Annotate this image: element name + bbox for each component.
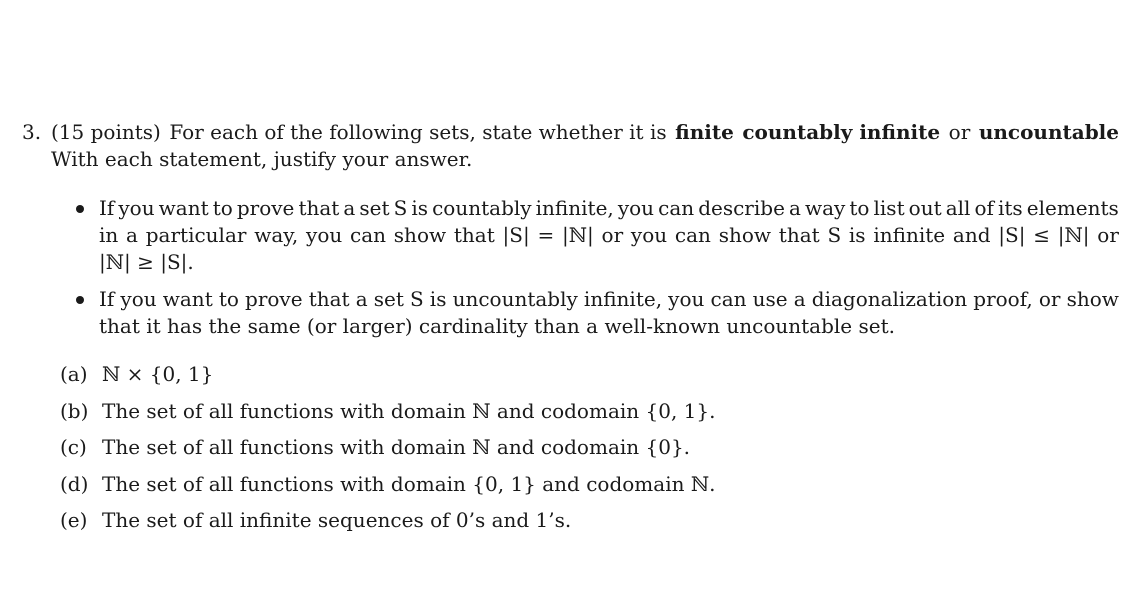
subpart-label: (a) (60, 362, 88, 386)
hint-text (99, 195, 1119, 276)
subpart-label: (c) (60, 435, 87, 459)
category-finite: finite (675, 120, 734, 144)
problem-statement-line-2: With each statement, justify your answer. (51, 147, 473, 171)
hint-line: |ℕ| ≥ |S|. (99, 250, 194, 274)
category-uncountable: uncountable (978, 120, 1119, 144)
problem-number: 3. (22, 120, 42, 144)
subpart-text: The set of all functions with domain {0, 1} and codomain ℕ. (102, 471, 716, 496)
subparts-list (60, 361, 715, 544)
problem-statement (51, 119, 1119, 173)
bullet-dot (76, 205, 84, 213)
hint-line: If you want to prove that a set S is countably infinite, you can describe a way to list out all of its elements (99, 196, 1119, 220)
intro-or: or (948, 120, 971, 144)
subpart-b (60, 398, 715, 435)
subpart-e (60, 507, 715, 544)
subpart-c (60, 434, 715, 471)
subpart-text: ℕ × {0, 1} (102, 362, 214, 386)
subpart-text: The set of all functions with domain ℕ and codomain {0}. (102, 435, 691, 459)
hint-line: in a particular way, you can show that |S| = |ℕ| or you can show that S is infinite and |S| ≤ |ℕ| or (99, 223, 1119, 247)
problem-statement-line-1 (51, 119, 1119, 146)
hint-line: that it has the same (or larger) cardinality than a well-known uncountable set. (99, 314, 895, 338)
subpart-label: (b) (60, 398, 89, 423)
hint-line: If you want to prove that a set S is uncountably infinite, you can use a diagonalization proof, or show (99, 287, 1119, 311)
subpart-a (60, 361, 715, 398)
hint-text (99, 286, 1119, 340)
subpart-text: The set of all infinite sequences of 0’s and 1’s. (102, 508, 572, 532)
subpart-label: (e) (60, 508, 88, 532)
subpart-text: The set of all functions with domain ℕ and codomain {0, 1}. (102, 398, 716, 423)
intro-text: For each of the following sets, state whether it is (169, 120, 667, 144)
category-countably-infinite: countably infinite (742, 120, 941, 144)
subpart-label: (d) (60, 471, 89, 496)
subpart-d (60, 471, 715, 508)
points-label: (15 points) (51, 120, 161, 144)
bullet-dot (76, 296, 84, 304)
